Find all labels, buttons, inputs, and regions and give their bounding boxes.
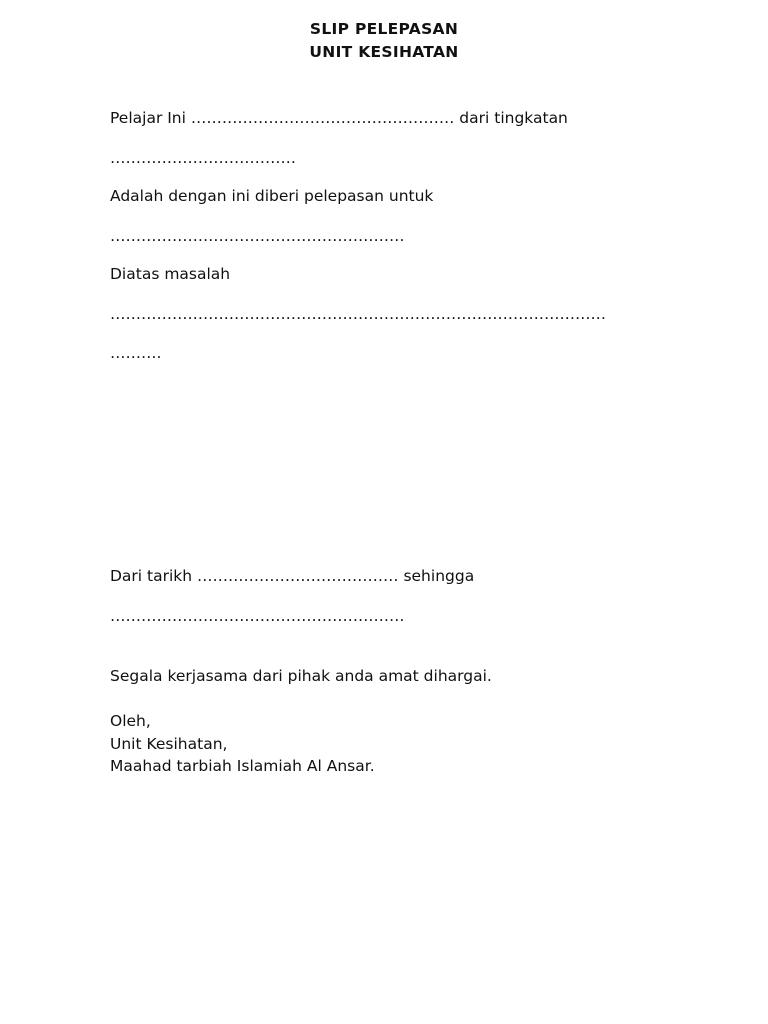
release-purpose-blank: ………………………………………………… <box>110 227 405 245</box>
release-purpose-line: Adalah dengan ini diberi pelepasan untuk <box>110 187 434 205</box>
signature-by: Oleh, <box>110 712 151 730</box>
thanks-line: Segala kerjasama dari pihak anda amat dihargai. <box>110 667 492 685</box>
document-title-line-1: SLIP PELEPASAN <box>309 20 459 38</box>
signature-unit: Unit Kesihatan, <box>110 735 228 753</box>
signature-school: Maahad tarbiah Islamiah Al Ansar. <box>110 757 375 775</box>
student-class-blank: ……………………………… <box>110 149 296 167</box>
document-title-line-2: UNIT KESIHATAN <box>309 43 459 61</box>
date-range-line: Dari tarikh ………………………………… sehingga <box>110 567 475 585</box>
reason-blank-2: ………. <box>110 344 162 362</box>
student-name-line: Pelajar Ini …………………………………………… dari tingkatan <box>110 109 568 127</box>
date-end-blank: ………………………………………………… <box>110 607 405 625</box>
reason-line: Diatas masalah <box>110 265 231 283</box>
reason-blank-1: …………………………………………………………………………………… <box>110 305 606 323</box>
